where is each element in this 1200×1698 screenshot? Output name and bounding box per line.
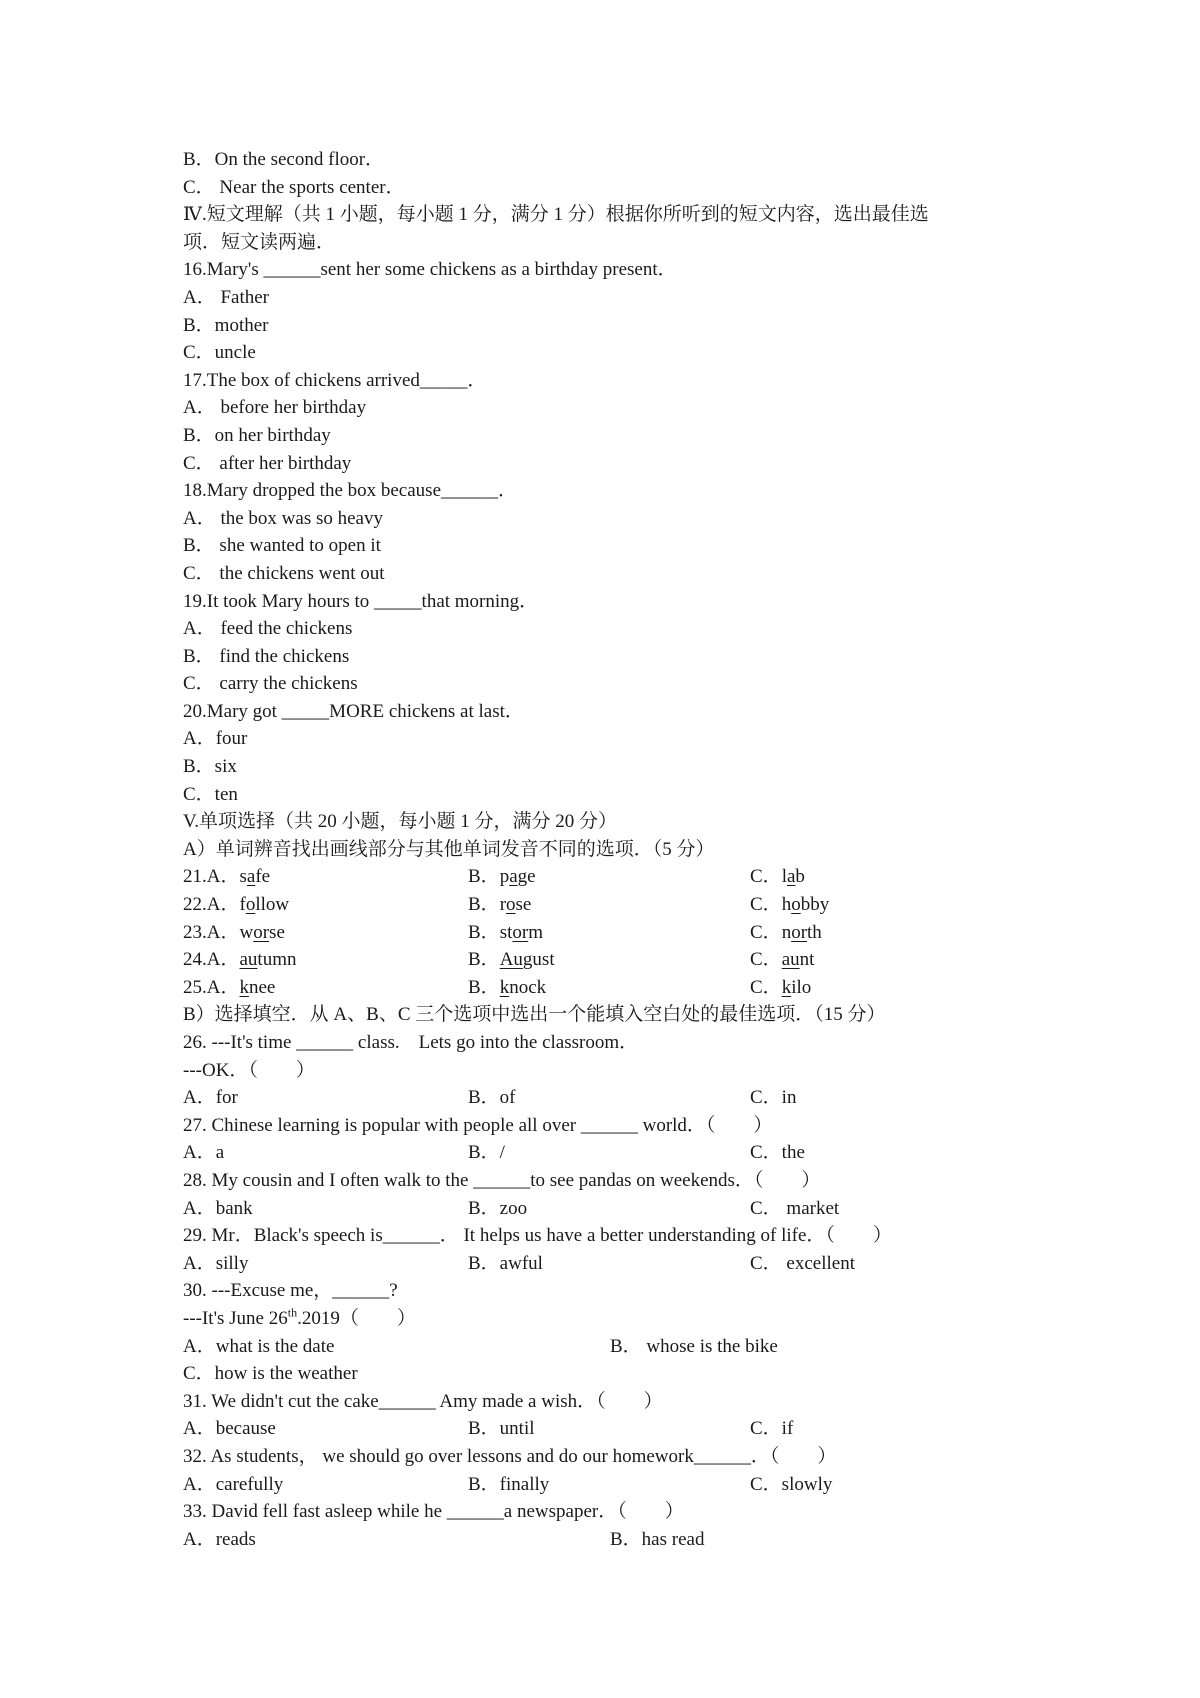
q18-option-b: B． she wanted to open it — [183, 535, 381, 557]
q21-option-a: 21.A．safe — [183, 866, 271, 888]
part4-heading-line1: Ⅳ.短文理解（共 1 小题，每小题 1 分，满分 1 分）根据你所听到的短文内容，选出最佳选 — [183, 204, 929, 226]
q28-option-b: B．zoo — [468, 1197, 528, 1219]
q27-option-a: A．a — [183, 1142, 225, 1164]
q26-stem-2: ---OK．（ ） — [183, 1059, 315, 1081]
q17-option-a: A． before her birthday — [183, 397, 367, 419]
q21-row — [183, 863, 1043, 891]
q26-stem: 26. ---It's time ______ class. Lets go into the classroom． — [183, 1032, 639, 1053]
q26-option-c: C．in — [750, 1087, 797, 1109]
part5-heading: V.单项选择（共 20 小题，每小题 1 分，满分 20 分） — [183, 811, 618, 833]
q26-option-b: B．of — [468, 1087, 516, 1109]
q30-options-row1 — [183, 1333, 1043, 1361]
q27-option-c: C．the — [750, 1142, 805, 1164]
q24-row — [183, 946, 1043, 974]
q31-option-a: A．because — [183, 1418, 276, 1440]
q30-stem-2: ---It's June 26th.2019（ ） — [183, 1305, 416, 1329]
q30-option-a: A．what is the date — [183, 1335, 335, 1357]
q28-option-c: C． market — [750, 1197, 840, 1219]
q30-option-b: B． whose is the bike — [610, 1335, 778, 1357]
q17-option-c: C． after her birthday — [183, 452, 352, 474]
q23-option-b: B．storm — [468, 921, 543, 943]
q25-option-b: B．knock — [468, 976, 547, 998]
q23-option-a: 23.A．worse — [183, 921, 285, 943]
q17-option-b: B．on her birthday — [183, 424, 331, 446]
q24-option-a: 24.A．autumn — [183, 949, 297, 971]
q23-row — [183, 919, 1043, 947]
q19-stem: 19.It took Mary hours to _____that morning． — [183, 590, 539, 612]
q28-options — [183, 1195, 1043, 1223]
q33-stem: 33. David fell fast asleep while he ______a newspaper．（ ） — [183, 1501, 684, 1523]
exam-page — [183, 146, 1043, 1553]
q27-options — [183, 1139, 1043, 1167]
part5-section-b-heading: B）选择填空．从 A、B、C 三个选项中选出一个能填入空白处的最佳选项．（15 分） — [183, 1004, 886, 1026]
q33-option-b: B．has read — [610, 1528, 705, 1550]
q28-option-a: A．bank — [183, 1197, 253, 1219]
q32-option-b: B．finally — [468, 1473, 550, 1495]
q31-options — [183, 1415, 1043, 1443]
q15-option-b: B．On the second floor． — [183, 149, 385, 170]
q27-option-b: B．/ — [468, 1142, 505, 1164]
q16-option-b: B．mother — [183, 314, 269, 336]
q15-option-c: C． Near the sports center． — [183, 176, 405, 198]
part4-heading-line2: 项．短文读两遍． — [183, 231, 336, 253]
q19-option-a: A． feed the chickens — [183, 618, 353, 640]
q31-stem: 31. We didn't cut the cake______ Amy made a wish．（ ） — [183, 1390, 663, 1412]
q22-row — [183, 891, 1043, 919]
q22-option-b: B．rose — [468, 894, 532, 916]
q22-option-c: C．hobby — [750, 894, 830, 916]
q29-option-b: B．awful — [468, 1252, 543, 1274]
q33-options — [183, 1526, 1043, 1554]
q32-options — [183, 1471, 1043, 1499]
part5-section-a-heading: A）单词辨音找出画线部分与其他单词发音不同的选项．（5 分） — [183, 838, 715, 860]
q18-stem: 18.Mary dropped the box because______． — [183, 480, 518, 502]
q28-stem: 28. My cousin and I often walk to the ______to see pandas on weekends．（ ） — [183, 1169, 821, 1191]
q19-option-c: C． carry the chickens — [183, 673, 358, 695]
q16-stem: 16.Mary's ______sent her some chickens as a birthday present． — [183, 259, 677, 281]
q24-option-b: B．August — [468, 949, 555, 971]
q32-stem: 32. As students， we should go over lessons and do our homework______．（ ） — [183, 1445, 837, 1467]
q32-option-c: C．slowly — [750, 1473, 833, 1495]
q25-option-a: 25.A．knee — [183, 976, 276, 998]
q20-stem: 20.Mary got _____MORE chickens at last． — [183, 700, 524, 722]
q21-option-c: C．lab — [750, 866, 805, 888]
q17-stem: 17.The box of chickens arrived_____． — [183, 369, 487, 391]
q20-option-a: A．four — [183, 728, 248, 750]
q30-option-c: C．how is the weather — [183, 1363, 358, 1385]
q26-options — [183, 1084, 1043, 1112]
q31-option-c: C．if — [750, 1418, 794, 1440]
q29-option-c: C． excellent — [750, 1252, 855, 1274]
q29-stem: 29. Mr．Black's speech is______． It helps us have a better understanding of life．（ ） — [183, 1225, 892, 1247]
q32-option-a: A．carefully — [183, 1473, 284, 1495]
q25-row — [183, 974, 1043, 1002]
q26-option-a: A．for — [183, 1087, 238, 1109]
q19-option-b: B． find the chickens — [183, 645, 350, 667]
q33-option-a: A．reads — [183, 1528, 256, 1550]
q22-option-a: 22.A．follow — [183, 894, 290, 916]
q16-option-a: A． Father — [183, 286, 270, 308]
q21-option-b: B．page — [468, 866, 536, 888]
q23-option-c: C．north — [750, 921, 822, 943]
q24-option-c: C．aunt — [750, 949, 815, 971]
q29-options — [183, 1250, 1043, 1278]
q16-option-c: C．uncle — [183, 342, 256, 364]
q20-option-b: B．six — [183, 756, 237, 778]
q18-option-c: C． the chickens went out — [183, 562, 385, 584]
q31-option-b: B．until — [468, 1418, 535, 1440]
q27-stem: 27. Chinese learning is popular with people all over ______ world．（ ） — [183, 1114, 773, 1136]
q20-option-c: C．ten — [183, 783, 238, 805]
q18-option-a: A． the box was so heavy — [183, 507, 383, 529]
q29-option-a: A．silly — [183, 1252, 249, 1274]
q25-option-c: C．kilo — [750, 976, 812, 998]
q30-stem: 30. ---Excuse me，______? — [183, 1280, 398, 1302]
